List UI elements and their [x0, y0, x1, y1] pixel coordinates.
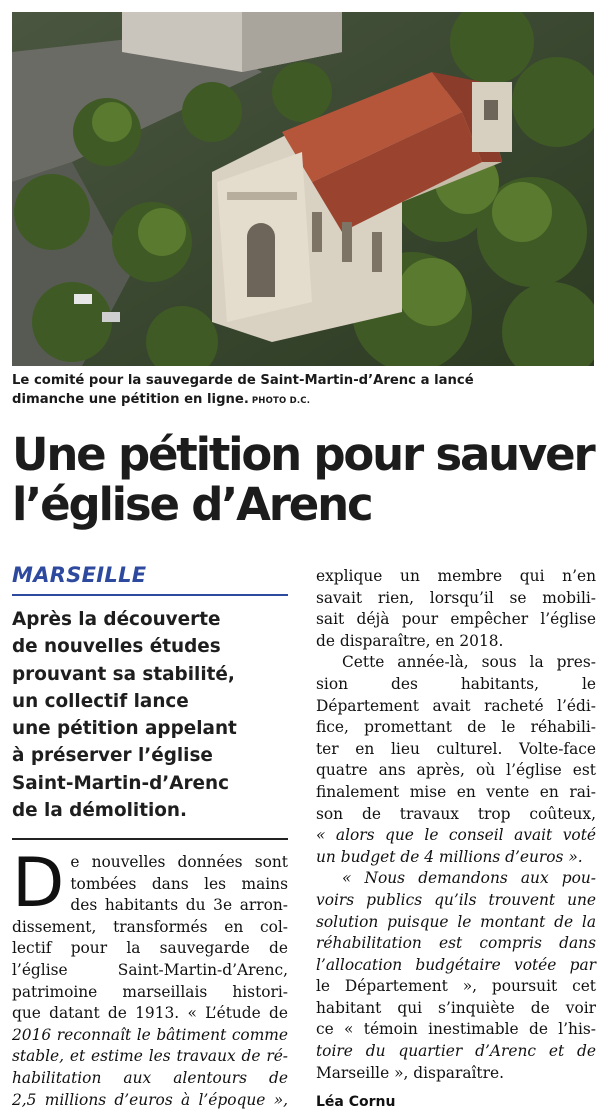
headline-line-2: l’église d’Arenc	[12, 478, 372, 531]
body-line: patrimoine marseillais histori-	[12, 982, 288, 1001]
body-line: finalement mise en vente en rai-	[316, 782, 596, 801]
body-line: voirs publics qu’ils trouvent une	[316, 890, 596, 909]
body-line: l’allocation budgétaire votée par	[316, 955, 596, 974]
headline-line-1: Une pétition pour sauver	[12, 428, 594, 481]
body-line: Cette année-là, sous la pres-	[342, 653, 596, 672]
caption-text: dimanche une pétition en ligne.	[12, 392, 249, 407]
body-line: quatre ans après, où l’église est	[316, 761, 596, 780]
body-line: le Département », poursuit cet	[316, 977, 596, 996]
body-line: toire du quartier d’Arenc et de	[316, 1042, 596, 1061]
body-line: habitant qui s’inquiète de voir	[316, 998, 596, 1017]
body-line: « alors que le conseil avait voté	[316, 826, 596, 845]
body-column-left	[12, 844, 288, 1111]
body-line: Marseille », disparaître.	[316, 1063, 504, 1082]
article-lead	[12, 606, 288, 824]
caption-line-2	[12, 390, 598, 411]
body-column-right	[316, 566, 596, 1084]
body-line: son de travaux trop coûteux,	[316, 804, 596, 823]
drop-cap: D	[12, 844, 65, 923]
body-line: tombées dans les mains	[70, 874, 288, 893]
lead-line: une pétition appelant	[12, 718, 237, 740]
location-text: MARSEILLE	[12, 563, 147, 587]
body-line: réhabilitation est compris dans	[316, 934, 596, 953]
body-line: dissement, transformés en col-	[12, 917, 288, 936]
church-aerial-photo-icon	[12, 12, 594, 366]
body-line: sion des habitants, le	[316, 674, 596, 693]
body-line: 2016 reconnaît le bâtiment comme	[12, 1025, 288, 1044]
body-line: ter en lieu culturel. Volte-face	[316, 739, 596, 758]
lead-line: prouvant sa stabilité,	[12, 663, 235, 685]
body-line: explique un membre qui n’en	[316, 567, 596, 585]
body-line: lectif pour la sauvegarde de	[12, 939, 288, 958]
lead-divider	[12, 838, 288, 840]
article-headline	[12, 430, 598, 530]
body-line: l’église Saint-Martin-d’Arenc,	[12, 960, 288, 979]
body-line: sait déjà pour empêcher l’église	[316, 610, 596, 629]
lead-line: Saint-Martin-d’Arenc	[12, 772, 229, 794]
body-line: que datant de 1913. « L’étude de	[12, 1004, 288, 1023]
body-line: solution puisque le montant de la	[316, 912, 596, 931]
lead-line: de la démolition.	[12, 800, 188, 822]
lead-line: un collectif lance	[12, 690, 189, 712]
body-line: stable, et estime les travaux de ré-	[12, 1047, 288, 1066]
body-line: ce « témoin inestimable de l’his-	[316, 1020, 596, 1039]
photo-credit: PHOTO D.C.	[251, 396, 311, 406]
body-line: Département avait racheté l’édi-	[316, 696, 596, 715]
body-line: savait rien, lorsqu’il se mobili-	[316, 588, 596, 607]
body-line: un budget de 4 millions d’euros ».	[316, 847, 583, 866]
lead-line: de nouvelles études	[12, 636, 221, 658]
body-line: habilitation aux alentours de	[12, 1068, 288, 1087]
body-line: 2,5 millions d’euros à l’époque »,	[12, 1090, 288, 1109]
location-label	[12, 561, 288, 596]
caption-line-1: Le comité pour la sauvegarde de Saint-Martin-d’Arenc a lancé	[12, 373, 474, 388]
article-photo	[12, 12, 594, 366]
photo-caption	[12, 371, 598, 411]
body-line: « Nous demandons aux pou-	[342, 869, 596, 888]
body-line: e nouvelles données sont	[70, 853, 288, 871]
author-signature: Léa Cornu	[316, 1094, 396, 1110]
body-line: de disparaître, en 2018.	[316, 631, 504, 650]
body-line: des habitants du 3e arron-	[70, 896, 288, 915]
lead-line: à préserver l’église	[12, 745, 213, 767]
lead-line: Après la découverte	[12, 609, 221, 630]
body-line: fice, promettant de le réhabili-	[316, 718, 596, 737]
